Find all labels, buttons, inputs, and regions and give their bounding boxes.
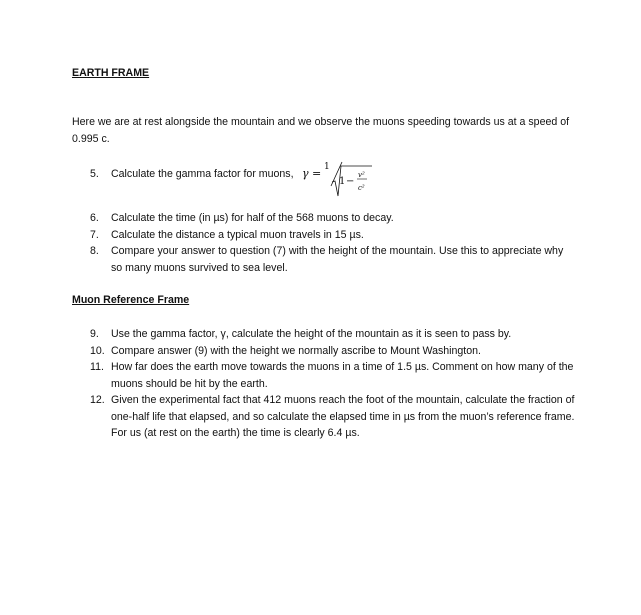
question-10 — [90, 343, 575, 360]
question-number: 5. — [90, 168, 99, 180]
question-number: 12. — [90, 394, 105, 406]
question-number: 10. — [90, 344, 105, 357]
question-11 — [90, 359, 575, 392]
question-8 — [90, 243, 575, 276]
v-squared: v² — [358, 171, 365, 179]
radicand-one: 1 — [339, 176, 346, 187]
question-text: Compare answer (9) with the height we normally ascribe to Mount Washington. — [111, 344, 481, 357]
minus-sign: − — [346, 176, 355, 187]
question-number: 11. — [90, 361, 104, 373]
muon-frame-heading: Muon Reference Frame — [72, 294, 190, 306]
question-12 — [90, 392, 575, 442]
question-9 — [90, 326, 575, 343]
gamma-formula — [302, 160, 402, 204]
question-text: Calculate the gamma factor for muons, — [111, 168, 294, 180]
earth-frame-intro: Here we are at rest alongside the mountain and we observe the muons speeding towards us at a speed of 0.995 c. — [72, 116, 570, 145]
c-squared: c² — [358, 184, 365, 192]
earth-frame-heading: EARTH FRAME — [72, 67, 150, 79]
question-text: Use the gamma factor, γ, calculate the height of the mountain as it is seen to pass by. — [111, 328, 512, 340]
question-5 — [90, 162, 575, 210]
question-text: Calculate the distance a typical muon travels in 15 µs. — [111, 228, 364, 241]
question-7 — [90, 227, 575, 244]
gamma-symbol: γ — [302, 167, 309, 180]
question-text: Given the experimental fact that 412 muons reach the foot of the mountain, calculate the fraction of one-half life that elapsed, and so calculate the elapsed time in µs from the muon’s reference frame. For us (at rest on the earth) the time is clearly 6.4 µs. — [111, 394, 575, 439]
question-text: Compare your answer to question (7) with the height of the mountain. Use this to appreciate why so many muons survived to sea level. — [111, 245, 564, 274]
question-6 — [90, 210, 575, 227]
question-number: 7. — [90, 228, 99, 241]
earth-frame-question-list — [90, 210, 575, 276]
question-number: 8. — [90, 245, 99, 257]
question-number: 9. — [90, 328, 99, 340]
question-number: 6. — [90, 212, 99, 224]
question-text: How far does the earth move towards the muons in a time of 1.5 µs. Comment on how many of the muons should be hit by the earth. — [111, 361, 574, 390]
equals-sign: = — [312, 167, 322, 180]
muon-frame-question-list — [90, 326, 575, 442]
question-text: Calculate the time (in µs) for half of the 568 muons to decay. — [111, 212, 394, 224]
formula-numerator: 1 — [324, 162, 330, 172]
